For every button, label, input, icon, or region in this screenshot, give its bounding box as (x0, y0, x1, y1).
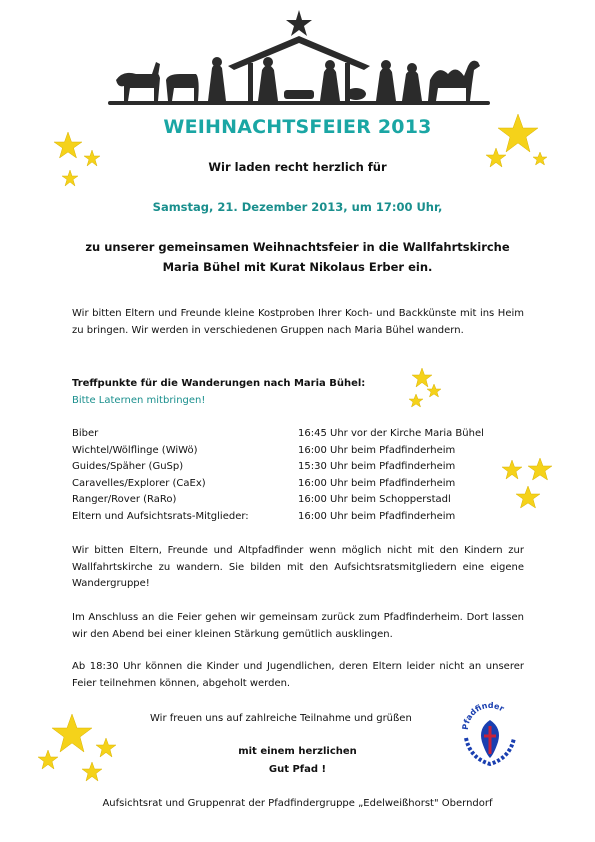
meeting-points-heading: Treffpunkte für die Wanderungen nach Maria Bühel: (72, 378, 366, 389)
schedule-row (72, 459, 532, 476)
closing-line: Wir freuen uns auf zahlreiche Teilnahme und grüßen (150, 713, 412, 724)
star-cluster-icon (404, 366, 444, 412)
schedule-group: Biber (72, 428, 99, 439)
schedule-row (72, 426, 532, 443)
meeting-schedule (72, 426, 532, 525)
schedule-group: Wichtel/Wölflinge (WiWö) (72, 444, 198, 456)
star-cluster-icon (500, 452, 562, 514)
signature-line: Aufsichtsrat und Gruppenrat der Pfadfindergruppe „Edelweißhorst" Oberndorf (102, 798, 493, 809)
schedule-row (72, 476, 532, 493)
invitation-line: Wir laden recht herzlich für (208, 160, 387, 174)
scout-logo (460, 698, 520, 768)
date-line: Samstag, 21. Dezember 2013, um 17:00 Uhr, (152, 200, 443, 214)
nativity-scene-illustration (108, 8, 490, 108)
star-cluster-icon (52, 128, 108, 192)
logo-text: Pfadfinder (460, 700, 506, 731)
paragraph-abholen: Ab 18:30 Uhr können die Kinder und Jugendlichen, deren Eltern leider nicht an unserer Feier teilnehmen können, abgeholt werden. (72, 661, 524, 689)
schedule-time: 16:00 Uhr beim Pfadfinderheim (298, 477, 456, 489)
svg-text:Pfadfinder (461, 701, 506, 730)
place-line-1: zu unserer gemeinsamen Weihnachtsfeier in die Wallfahrtskirche (85, 240, 510, 254)
schedule-time: 16:00 Uhr beim Schopperstadl (298, 494, 451, 505)
bethlehem-star-icon (286, 10, 312, 36)
star-cluster-icon (34, 710, 126, 786)
schedule-row (72, 443, 532, 460)
schedule-group: Eltern und Aufsichtsrats-Mitglieder: (72, 510, 249, 522)
lantern-note: Bitte Laternen mitbringen! (72, 395, 206, 406)
schedule-group: Caravelles/Explorer (CaEx) (72, 477, 206, 489)
schedule-time: 15:30 Uhr beim Pfadfinderheim (298, 461, 456, 472)
place-line-2: Maria Bühel mit Kurat Nikolaus Erber ein. (162, 260, 433, 274)
star-cluster-icon (482, 110, 552, 176)
greeting-line-2: Gut Pfad ! (268, 764, 327, 775)
schedule-time: 16:00 Uhr beim Pfadfinderheim (298, 510, 456, 522)
schedule-group: Ranger/Rover (RaRo) (72, 494, 177, 505)
schedule-row (72, 509, 532, 526)
paragraph-wandergruppe: Wir bitten Eltern, Freunde und Altpfadfinder wenn möglich nicht mit den Kindern zur Wallfahrtskirche zu wandern. Sie bilden mit den Aufsichtsratsmitgliedern eine eigene Wandergruppe! (72, 545, 524, 589)
page-title: WEIHNACHTSFEIER 2013 (163, 116, 432, 138)
schedule-group: Guides/Späher (GuSp) (72, 461, 184, 472)
schedule-time: 16:45 Uhr vor der Kirche Maria Bühel (298, 428, 484, 439)
greeting-line-1: mit einem herzlichen (238, 746, 357, 757)
schedule-time: 16:00 Uhr beim Pfadfinderheim (298, 444, 456, 456)
paragraph-kostproben: Wir bitten Eltern und Freunde kleine Kostproben Ihrer Koch- und Backkünste mit ins Heim zu bringen. Wir werden in verschiedenen Gruppen nach Maria Bühel wandern. (72, 308, 524, 336)
schedule-row (72, 492, 532, 509)
paragraph-anschluss: Im Anschluss an die Feier gehen wir gemeinsam zurück zum Pfadfinderheim. Dort lassen wir den Abend bei einer kleinen Stärkung gemütlich ausklingen. (72, 612, 524, 640)
